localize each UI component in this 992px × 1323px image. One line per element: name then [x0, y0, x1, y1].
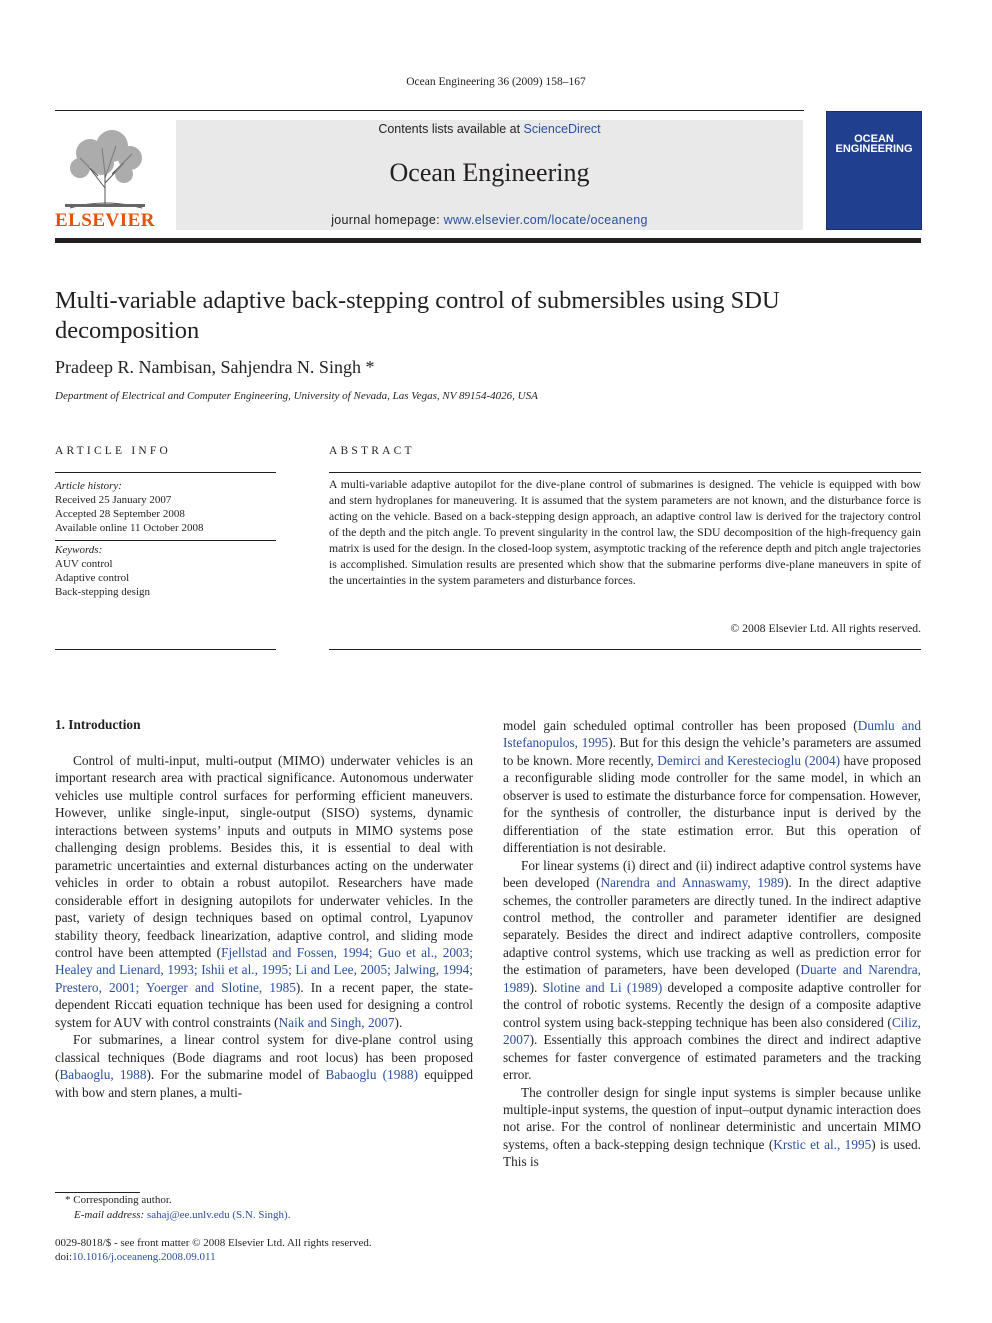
citation-link[interactable]: Demirci and Kerestecioglu (2004) — [657, 752, 841, 768]
elsevier-wordmark: ELSEVIER — [54, 210, 156, 231]
section-heading-introduction: 1. Introduction — [55, 717, 141, 732]
text-run: have proposed a reconfigurable sliding mode controller for the same model, in which an observer is used to estimate the disturbance force for compensation. However, for the synthesis of controller, the disturbance input is derived by the differentiation of the state estimation error. But this operation of differentiation is not desirable. — [503, 752, 921, 856]
journal-name: Ocean Engineering — [389, 158, 590, 187]
citation-link[interactable]: Naik and Singh, 2007 — [278, 1014, 395, 1030]
online-date: Available online 11 October 2008 — [55, 522, 204, 534]
email-label: E-mail address: — [74, 1209, 147, 1221]
article-history — [55, 479, 203, 535]
citation-link[interactable]: Babaoglu (1988) — [325, 1067, 419, 1083]
article-info-rule — [55, 540, 276, 541]
accepted-date: Accepted 28 September 2008 — [55, 508, 185, 520]
paragraph — [55, 1031, 473, 1101]
text-run: model gain scheduled optimal controller has been proposed ( — [503, 718, 858, 733]
doi-line — [55, 1250, 372, 1264]
text-run: ). But for this design the vehicle’s parameters are assumed to be known. More recently, — [503, 735, 921, 768]
abstract-text: A multi-variable adaptive autopilot for the dive-plane control of submarines is designed. The vehicle is equipped with bow and stern hydroplanes for maneuvering. It is assumed that the system parameters are not known, and the disturbance force is acting on the vehicle. Based on a back-stepping design approach, an adaptive control law is derived for the trajectory control of the depth and the pitch angle. To prevent singularity in the control law, the SDU decomposition of the high-frequency gain matrix is used for the design. In the closed-loop system, asymptotic tracking of the reference depth and pitch angle trajectories is accomplished. Simulation results are presented which show that the submarine performs dive-plane maneuvers in spite of the uncertainties in the system parameters and disturbance forces. — [329, 478, 921, 587]
paragraph — [503, 857, 921, 1084]
header-top-rule — [55, 110, 804, 111]
citation-link[interactable]: Duarte and Narendra, 1989 — [503, 962, 922, 995]
text-run: For submarines, a linear control system for dive-plane control using classical techniques (Bode diagrams and root locus) has been proposed ( — [55, 1032, 473, 1083]
keyword-item: Adaptive control — [55, 572, 130, 584]
text-run: equipped with bow and stern planes, a multi- — [55, 1067, 473, 1100]
keywords-label: Keywords: — [55, 544, 103, 556]
homepage-prefix: journal homepage: — [331, 213, 444, 227]
citation-link[interactable]: Fjellstad and Fossen, 1994; Guo et al., 2003; Healey and Lienard, 1993; Ishii et al., 1995; Li and Lee, 2005; Jalwing, 1994; Prestero, 2001; Yoerger and Slotine, 1985 — [55, 944, 473, 995]
issn-line: 0029-8018/$ - see front matter © 2008 Elsevier Ltd. All rights reserved. — [55, 1237, 372, 1249]
text-run: ). In a recent paper, the state-dependent Riccati equation technique has been used for designing a control system for AUV with control constraints ( — [55, 979, 474, 1030]
email-line — [55, 1208, 290, 1223]
text-run: ). In the direct adaptive schemes, the controller parameters are directly tuned. In the indirect adaptive control method, the controller and parameter identifier are designed separately. Besides the direct and indirect adaptive controllers, composite adaptive control systems, which use tracking as well as prediction error for the estimation of parameters, have been developed ( — [503, 875, 921, 978]
abstract-rule — [329, 649, 921, 650]
footnote — [55, 1193, 290, 1223]
text-run: ). — [394, 1014, 403, 1030]
contents-prefix: Contents lists available at — [378, 122, 524, 136]
citation-link[interactable]: Babaoglu, 1988 — [59, 1067, 147, 1083]
received-date: Received 25 January 2007 — [55, 494, 172, 506]
keyword-item: AUV control — [55, 558, 113, 570]
body-column-right — [503, 717, 921, 1171]
text-run: ). Essentially this approach combines the direct and indirect adaptive schemes for faster convergence of estimated parameters and the tracking error. — [503, 1032, 921, 1083]
text-run: ). For the submarine model of — [146, 1067, 326, 1083]
text-run: developed a composite adaptive controller for the control of robotic systems. Recently the design of a composite adaptive control system using back-stepping technique has been also considered ( — [503, 979, 921, 1030]
history-label: Article history: — [55, 480, 122, 492]
citation-link[interactable]: Slotine and Li (1989) — [542, 979, 663, 995]
cover-title: OCEAN ENGINEERING — [835, 133, 913, 155]
text-run: Control of multi-input, multi-output (MIMO) underwater vehicles is an important research area with practical significance. Autonomous underwater vehicles use multiple control surfaces for performing efficient maneuvers. However, unlike single-input, single-output (SISO) systems, dynamic interactions between systems’ inputs and outputs in MIMO systems pose challenging design problems. Besides this, it is essential to deal with parametric uncertainties and external disturbances acting on the underwater vehicles in order to obtain a robust autopilot. Researchers have made considerable effort in designing autopilots for underwater vehicles. In the past, variety of design techniques based on optimal control, Lyapunov stability theory, feedback linearization, adaptive control, and sliding mode control have been attempted ( — [55, 753, 473, 960]
article-info-rule — [55, 472, 276, 473]
article-title: Multi-variable adaptive back-stepping control of submersibles using SDU decomposition — [55, 287, 780, 344]
citation-link[interactable]: Ciliz, 2007 — [503, 1014, 921, 1048]
header-bottom-rule — [55, 238, 921, 243]
article-info-rule — [55, 649, 276, 650]
body-column-left — [55, 752, 473, 1101]
contents-line — [176, 122, 803, 136]
abstract-heading: ABSTRACT — [329, 445, 415, 457]
article-authors: Pradeep R. Nambisan, Sahjendra N. Singh * — [55, 357, 375, 377]
keywords-block — [55, 543, 150, 599]
abstract-rule — [329, 472, 921, 473]
text-run: The controller design for single input systems is simpler because unlike multiple-input systems, the question of input–output dynamic interaction does not arise. For the control of nonlinear deterministic and uncertain MIMO systems, often a back-stepping design technique ( — [503, 1084, 921, 1152]
citation-link[interactable]: Dumlu and Istefanopulos, 1995 — [503, 718, 921, 751]
doi-link[interactable]: 10.1016/j.oceaneng.2008.09.011 — [72, 1251, 216, 1263]
text-run: ). — [529, 979, 543, 995]
front-matter-info — [55, 1236, 372, 1264]
paragraph — [503, 1084, 921, 1171]
paragraph — [503, 717, 921, 857]
corresponding-author-note: * Corresponding author. — [65, 1194, 172, 1206]
journal-reference: Ocean Engineering 36 (2009) 158–167 — [406, 76, 586, 88]
citation-link[interactable]: Krstic et al., 1995 — [773, 1136, 872, 1152]
abstract-copyright: © 2008 Elsevier Ltd. All rights reserved. — [730, 622, 921, 635]
keyword-item: Back-stepping design — [55, 586, 151, 598]
citation-link[interactable]: Narendra and Annaswamy, 1989 — [600, 875, 784, 891]
homepage-line — [176, 213, 803, 227]
homepage-link[interactable]: www.elsevier.com/locate/oceaneng — [443, 213, 648, 227]
sciencedirect-link[interactable]: ScienceDirect — [523, 122, 601, 136]
text-run: ) is used. This is — [503, 1136, 921, 1170]
email-link[interactable]: sahaj@ee.unlv.edu (S.N. Singh). — [146, 1209, 291, 1221]
doi-prefix: doi: — [55, 1251, 73, 1263]
author-affiliation: Department of Electrical and Computer Engineering, University of Nevada, Las Vegas, NV 89154-4026, USA — [55, 390, 538, 402]
paragraph — [55, 752, 473, 1031]
text-run: For linear systems (i) direct and (ii) indirect adaptive control systems have been developed ( — [503, 857, 921, 891]
journal-cover-image — [826, 111, 922, 230]
article-info-heading: ARTICLE INFO — [55, 445, 171, 457]
